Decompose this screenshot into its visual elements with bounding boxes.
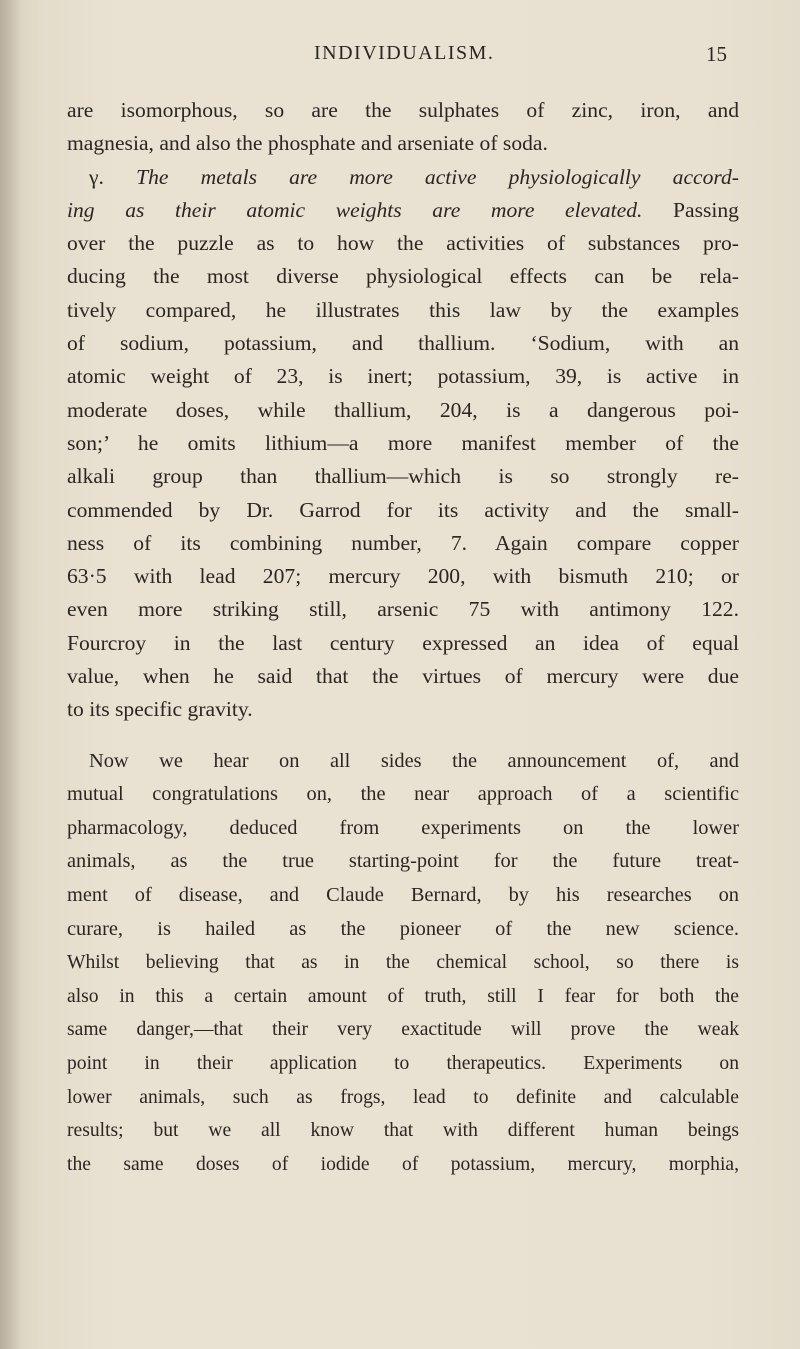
text-line: atomic weight of 23, is inert; potassium, 39, is active in [67, 364, 739, 389]
text-line [67, 194, 739, 227]
section-marker: γ. [89, 164, 137, 189]
text-line: point in their application to therapeutics. Experiments on [67, 1052, 739, 1074]
text-line: magnesia, and also the phosphate and arseniate of soda. [67, 131, 548, 156]
text-line: results; but we all know that with different human beings [67, 1120, 739, 1142]
text-line: moderate doses, while thallium, 204, is a dangerous poi- [67, 397, 739, 422]
text-line: curare, is hailed as the pioneer of the new science. [67, 917, 739, 940]
text-fragment: Passing [642, 197, 739, 222]
text-line: value, when he said that the virtues of mercury were due [67, 664, 739, 689]
text-line: lower animals, such as frogs, lead to definite and calculable [67, 1086, 739, 1108]
text-line: over the puzzle as to how the activities of substances pro- [67, 231, 739, 256]
text-line: ness of its combining number, 7. Again compare copper [67, 530, 739, 555]
text-line: the same doses of iodide of potassium, mercury, morphia, [67, 1153, 739, 1175]
text-line: mutual congratulations on, the near approach of a scientific [67, 783, 739, 806]
page-number: 15 [706, 42, 727, 66]
text-line: animals, as the true starting-point for the future treat- [67, 850, 739, 873]
italic-rule-text: The metals are more active physiologically accord- [136, 164, 739, 189]
gutter-shadow [0, 0, 22, 1349]
text-line: alkali group than thallium—which is so strongly re- [67, 464, 739, 489]
running-title: INDIVIDUALISM. [314, 42, 495, 64]
body-text [67, 94, 739, 1181]
text-line: son;’ he omits lithium—a more manifest member of the [67, 430, 739, 455]
text-line: ment of disease, and Claude Bernard, by his researches on [67, 884, 739, 907]
italic-rule-text: ing as their atomic weights are more elevated. [67, 197, 643, 222]
text-line: of sodium, potassium, and thallium. ‘Sodium, with an [67, 331, 739, 356]
text-line: ducing the most diverse physiological effects can be rela- [67, 264, 739, 289]
text-line: pharmacology, deduced from experiments on the lower [67, 816, 739, 839]
paragraph-2 [67, 745, 739, 1182]
text-line: Fourcroy in the last century expressed an idea of equal [67, 630, 739, 655]
text-line [67, 161, 739, 194]
text-line: tively compared, he illustrates this law by the examples [67, 297, 739, 322]
text-line: same danger,—that their very exactitude will prove the weak [67, 1019, 739, 1041]
text-line: Whilst believing that as in the chemical school, so there is [67, 952, 739, 974]
text-line: even more striking still, arsenic 75 with antimony 122. [67, 597, 739, 622]
text-line: commended by Dr. Garrod for its activity and the small- [67, 497, 739, 522]
text-line: Now we hear on all sides the announcement of, and [89, 749, 739, 772]
page-header [0, 42, 800, 72]
text-line: to its specific gravity. [67, 697, 253, 722]
text-line: 63·5 with lead 207; mercury 200, with bismuth 210; or [67, 564, 739, 589]
paragraph-1 [67, 94, 739, 727]
text-line: also in this a certain amount of truth, still I fear for both the [67, 985, 739, 1007]
text-line: are isomorphous, so are the sulphates of zinc, iron, and [67, 98, 739, 122]
